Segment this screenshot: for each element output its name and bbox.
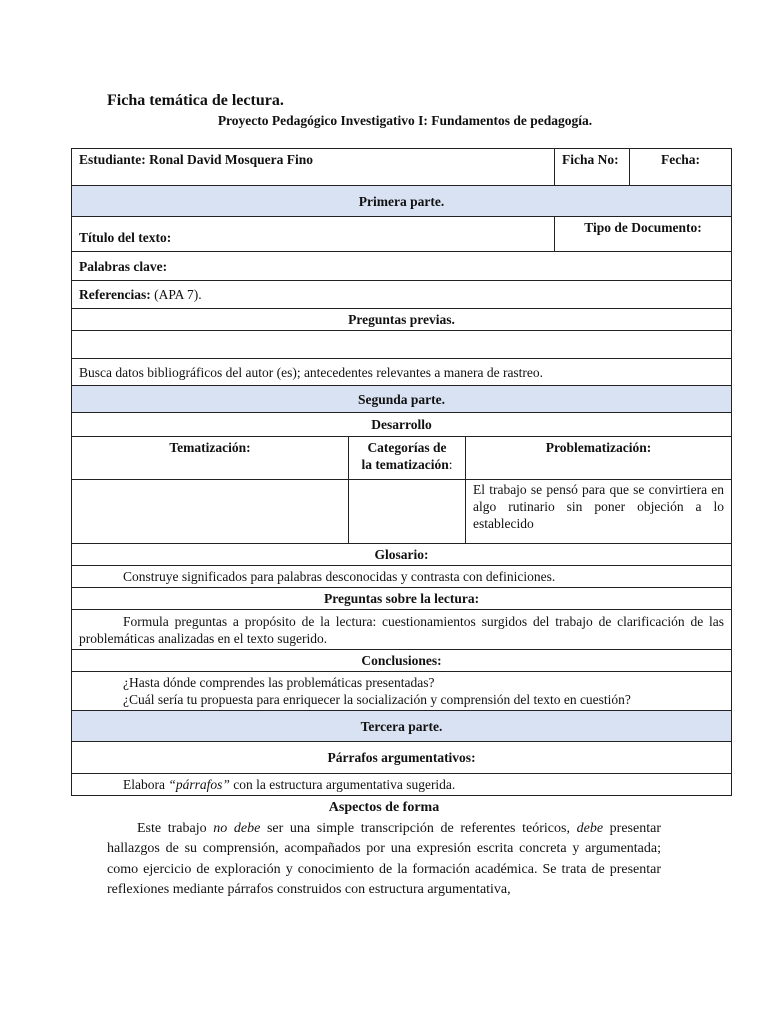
conclusiones-row [72, 650, 732, 672]
preguntas-text: Formula preguntas a propósito de la lectura: cuestionamientos surgidos del trabajo de clarificación de las problemáticas analizadas en el texto sugerido. [72, 610, 732, 650]
document-subtitle: Proyecto Pedagógico Investigativo I: Fundamentos de pedagogía. [217, 113, 593, 128]
form-emphasis-no-debe: no debe [213, 820, 261, 836]
columns-body-row [72, 480, 732, 544]
desarrollo-row [72, 413, 732, 437]
categorias-body [349, 480, 466, 544]
elabora-cell [72, 774, 732, 796]
keywords-row [72, 252, 732, 281]
title-row [72, 217, 732, 252]
elabora-emphasis: “párrafos” [168, 777, 230, 792]
conclusiones-text [72, 672, 732, 711]
part2-heading: Segunda parte. [72, 386, 732, 413]
glosario-text: Construye significados para palabras desconocidas y contrasta con definiciones. [72, 566, 732, 588]
parrafos-row [72, 742, 732, 774]
glosario-text-row [72, 566, 732, 588]
busca-cell: Busca datos bibliográficos del autor (es); antecedentes relevantes a manera de rastreo. [72, 359, 732, 386]
form-text-1: Este trabajo [137, 820, 214, 836]
references-row [72, 281, 732, 309]
referencias-label: Referencias: [79, 287, 151, 302]
student-cell: Estudiante: Ronal David Mosquera Fino [72, 149, 555, 186]
parrafos-heading: Párrafos argumentativos: [72, 742, 732, 774]
elabora-part1: Elabora [123, 777, 169, 792]
conclusiones-question-1: ¿Hasta dónde comprendes las problemáticas presentadas? [123, 675, 435, 690]
fecha-cell: Fecha: [630, 149, 732, 186]
problematizacion-header: Problematización: [466, 437, 732, 480]
part1-heading: Primera parte. [72, 186, 732, 217]
part3-row [72, 711, 732, 742]
student-row [72, 149, 732, 186]
glosario-row [72, 544, 732, 566]
form-aspects-title: Aspectos de forma [328, 800, 440, 815]
previous-questions-row [72, 309, 732, 331]
part1-row [72, 186, 732, 217]
problematizacion-body: El trabajo se pensó para que se convirtiera en algo rutinario sin poner objeción a lo establecido [466, 480, 732, 544]
form-aspects-section [107, 798, 661, 901]
palabras-clave-cell: Palabras clave: [72, 252, 732, 281]
categorias-line2: la tematización [361, 457, 449, 472]
categorias-line1: Categorías de [367, 440, 447, 455]
form-emphasis-debe: debe [576, 820, 604, 836]
elabora-row [72, 774, 732, 796]
form-aspects-paragraph [107, 819, 661, 901]
busca-row [72, 359, 732, 386]
columns-header-row [72, 437, 732, 480]
preguntas-text-row [72, 610, 732, 650]
part3-heading: Tercera parte. [72, 711, 732, 742]
conclusiones-heading: Conclusiones: [72, 650, 732, 672]
categorias-header [349, 437, 466, 480]
preguntas-lectura-row [72, 588, 732, 610]
form-text-2: ser una simple transcripción de referentes teóricos, [260, 820, 577, 836]
reading-form-table [71, 148, 732, 796]
tematizacion-body [72, 480, 349, 544]
form-text-3: presentar hallazgos de su comprensión, acompañados por una expresión escrita concreta y argumentada; como ejercicio de exploración y conocimiento de la formación académica. Se trata de presentar reflexiones mediante párrafos construidos con estructura argumentativa, [107, 820, 661, 897]
glosario-heading: Glosario: [72, 544, 732, 566]
referencias-cell [72, 281, 732, 309]
referencias-value: (APA 7). [150, 287, 202, 302]
categorias-colon: : [448, 457, 453, 472]
desarrollo-heading: Desarrollo [72, 413, 732, 437]
titulo-cell: Título del texto: [72, 217, 555, 252]
tipo-documento-cell: Tipo de Documento: [555, 217, 732, 252]
ficha-no-cell: Ficha No: [555, 149, 630, 186]
empty-cell [72, 331, 732, 359]
tematizacion-header: Tematización: [72, 437, 349, 480]
conclusiones-text-row [72, 672, 732, 711]
empty-row [72, 331, 732, 359]
elabora-part2: con la estructura argumentativa sugerida. [229, 777, 456, 792]
preguntas-previas-heading: Preguntas previas. [72, 309, 732, 331]
document-title: Ficha temática de lectura. [107, 92, 284, 109]
preguntas-lectura-heading: Preguntas sobre la lectura: [72, 588, 732, 610]
part2-row [72, 386, 732, 413]
conclusiones-question-2: ¿Cuál sería tu propuesta para enriquecer la socialización y comprensión del texto en cuestión? [123, 692, 631, 707]
